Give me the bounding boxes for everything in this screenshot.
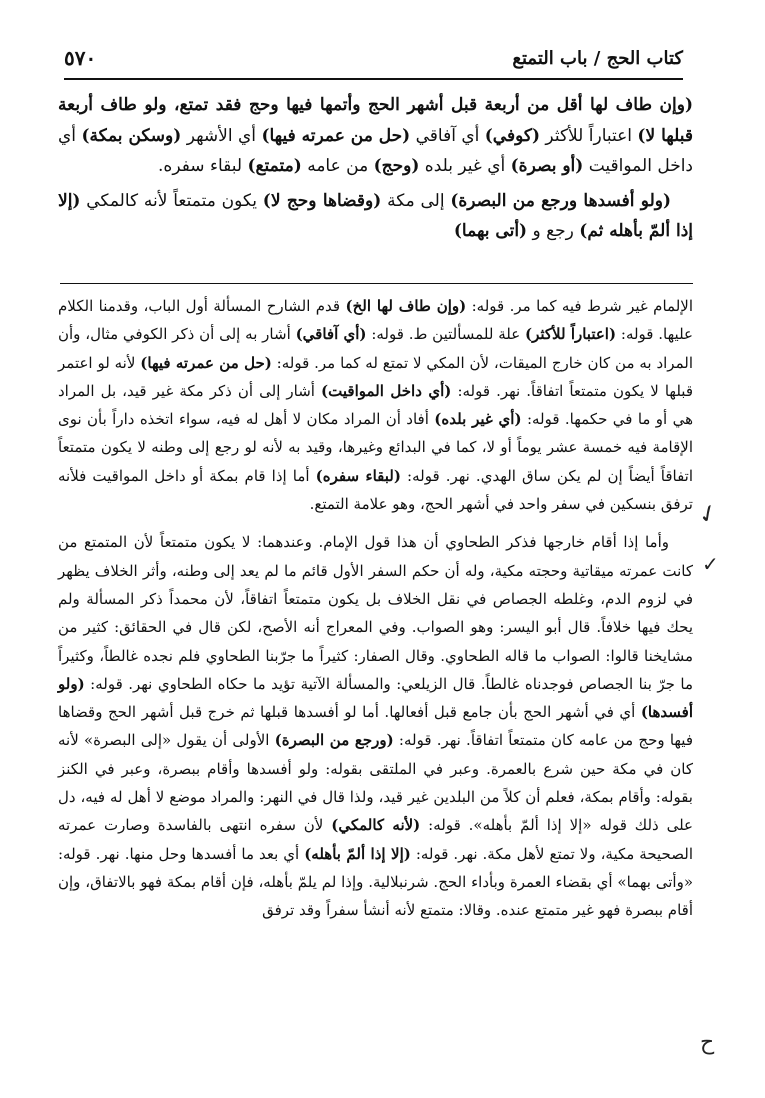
margin-check-mark: ✓ [702,552,719,576]
commentary-paragraph-2 [58,528,693,924]
page-number: ٥٧٠ [64,46,97,70]
commentary-keyword: (حل من عمرته فيها) [140,353,272,372]
main-text [58,90,693,247]
commentary-text-run: أي بعد ما أفسدها وحل منها. نهر. قوله: «وأتى بهما» أي بقضاء العمرة وبأداء الحج. شرنبلالية. وإذا لم يلمّ بأهله، فإن أقام بمكة فهو بالاتفاق، وإن أقام ببصرة فهو غير متمتع عنده. وقالا: متمتع لأنه أنشأ سفراً وقد ترفق [58,844,693,920]
commentary-text-run: أما إذا قام بمكة أو داخل المواقيت فلأنه ترفق بنسكين في سفر واحد في أشهر الحج، وهو علامة التمتع. [58,466,693,514]
margin-check-mark: ✓ [693,497,724,531]
commentary-keyword: (أي غير بلده) [434,410,522,429]
commentary-text-run: لأنه لو اعتمر قبلها لا يكون متمتعاً اتفاقاً. نهر. قوله: [58,353,693,400]
commentary-text-run: أشار به إلى أن ذكر الكوفي مثال، وأن المراد به من كان خارج الميقات، لأن المكي لا تمتع له كما مر. قوله: [58,325,693,372]
commentary-keyword: (وإن طاف لها الخ) [345,297,467,315]
commentary-text [58,292,693,925]
matn-quote: (أتى بهما) [453,221,528,241]
section-divider [60,283,693,284]
commentary-text-run: قدم الشارح المسألة أول الباب، وقدمنا الكلام عليها. قوله: [58,297,693,344]
margin-handwritten-mark: ح [700,1030,715,1055]
matn-quote: (وسكن بمكة) [81,125,182,146]
main-text-paragraph-2 [58,186,693,247]
commentary-paragraph-1 [58,292,693,518]
commentary-text-run: لأن سفره انتهى بالفاسدة وصارت عمرته الصحيحة مكية، ولا تمتع لأهل مكة. نهر. قوله: [58,816,693,863]
matn-quote: (ولو أفسدها ورجع من البصرة) [450,190,671,211]
matn-quote: (إلا إذا ألمّ بأهله ثم) [58,190,693,241]
matn-text: أي غير بلده [419,156,511,176]
commentary-keyword: (لبقاء سفره) [315,466,401,485]
matn-text: أي آفاقي [410,125,485,146]
main-text-paragraph-1 [58,90,693,182]
commentary-text-run: وأما إذا أقام خارجها فذكر الطحاوي أن هذا قول الإمام. وعندهما: لا يكون متمتعاً لأن المتمتع من كانت عمرته ميقاتية وحجته مكية، وله أن حكم السفر الأول قائم ما لم يعد إلى وطنه، وأثر الخلاف يظهر في لزوم الدم، وغلطه الجصاص في نقل الخلاف بل يكون متمتعاً اتفاقاً، لأن محمداً ذكر المسألة ولم يحك فيها خلافاً. قال أبو اليسر: وهو الصواب. وفي المعراج أنه الأصح، لكن قال في الحقائق: كثير من مشايخنا قالوا: الصواب ما قاله الطحاوي. وقال الصفار: كثيراً ما جرّبنا الطحاوي فلم نجده غالطاً، وكثيراً ما جرّ بنا الجصاص فوجدناه غالطاً. قال الزيلعي: والمسألة الآتية تؤيد ما حكاه الطحاوي نهر. قوله: [58,533,693,693]
commentary-keyword: (ورجع من البصرة) [274,731,394,750]
page-header [64,38,683,80]
commentary-keyword: (أي آفاقي) [295,325,367,344]
matn-text: لبقاء سفره. [158,156,248,176]
commentary-text-run: علة للمسألتين ط. قوله: [366,325,525,344]
matn-quote: (حل من عمرته فيها) [261,125,411,146]
commentary-text-run: الإلمام غير شرط فيه كما مر. قوله: [466,297,693,315]
commentary-text-run: أفاد أن المراد مكان لا أهل له فيه، سواء اتخذه داراً بأن نوى الإقامة فيه خمسة عشر يوماً أو لا، كما في البدائع وغيرها، وقيد به لأنه لو رجع إلى وطنه لا يكون متمتعاً اتفاقاً أيضاً إن لم يكن ساق الهدي. نهر. قوله: [58,410,693,485]
matn-quote: (متمتع) [247,156,302,176]
matn-quote: (أو بصرة) [510,156,584,176]
commentary-text-run: أي في أشهر الحج بأن جامع قبل أفعالها. أما لو أفسدها قبلها ثم خرج قبل أشهر الحج وقضاها فيها وحج من عامه كان متمتعاً اتفاقاً. نهر. قوله: [58,703,693,750]
commentary-keyword: (إلا إذا ألمّ بأهله) [304,844,411,863]
matn-text: إلى مكة [381,190,451,211]
matn-text: أي الأشهر [181,125,262,146]
commentary-keyword: (ولو أفسدها) [58,674,693,722]
commentary-text-run: أشار إلى أن ذكر مكة غير قيد، بل المراد هي أو ما في حكمها. قوله: [58,381,694,429]
matn-quote: (وقضاها وحج لا) [262,190,382,211]
commentary-text-run: الأولى أن يقول «إلى البصرة» لأنه كان في مكة حين شرع بالعمرة. وعبر في الملتقى بقوله: ولو أفسدها وأقام ببصرة، وعبر في الكنز بقوله: وأقام بمكة، فعلم أن كلاً من البلدين غير قيد، ولذا قال في النهر: والمراد موضع لا أهل له فيه، دل على ذلك قوله «إلا إذا ألمّ بأهله». قوله: [58,731,693,835]
commentary-keyword: (اعتباراً للأكثر) [524,325,617,344]
commentary-keyword: (لأنه كالمكي) [331,816,421,835]
commentary-keyword: (أي داخل المواقيت) [321,381,452,400]
matn-text: يكون متمتعاً لأنه كالمكي [80,190,263,211]
matn-text: من عامه [301,156,374,176]
matn-text: اعتباراً للأكثر [540,125,638,146]
matn-quote: (وحج) [373,156,420,176]
matn-text: أي داخل المواقيت [58,125,693,176]
matn-text: رجع و [527,221,580,241]
running-title: كتاب الحج / باب التمتع [512,48,683,69]
matn-quote: (وإن طاف لها أقل من أربعة قبل أشهر الحج وأتمها فيها وحج فقد تمتع، ولو طاف أربعة قبلها لا) [58,95,693,146]
matn-quote: (كوفي) [484,125,541,146]
